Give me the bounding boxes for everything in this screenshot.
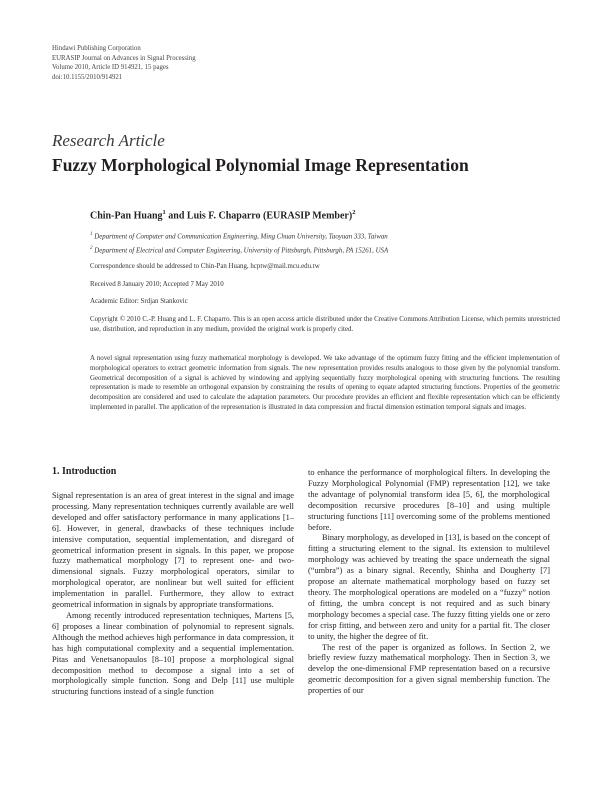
journal-name: EURASIP Journal on Advances in Signal Processing xyxy=(52,54,196,62)
right-column xyxy=(308,468,550,697)
author-list xyxy=(90,209,355,221)
copyright-notice: Copyright © 2010 C.-P. Huang and L. F. Chaparro. This is an open access article distributed under the Creative Commons Attribution License, which permits unrestricted use, distribution, and reproduction in any medium, provided the original work is properly cited. xyxy=(90,316,560,333)
body-paragraph: to enhance the performance of morphological filters. In developing the Fuzzy Morphological Polynomial (FMP) representation [12], we take the advantage of polynomial transform idea [5, 6], the morphological decomposition recursive procedures [8–10] and using multiple structuring functions [11] overcoming some of the problems mentioned before. xyxy=(308,468,550,532)
publisher-name: Hindawi Publishing Corporation xyxy=(52,45,141,52)
affiliations xyxy=(90,229,388,257)
affiliation xyxy=(90,243,388,257)
affiliation-marker: 1 xyxy=(90,232,93,237)
volume-info: Volume 2010, Article ID 914921, 15 pages xyxy=(52,64,169,72)
author-name: Luis F. Chaparro (EURASIP Member) xyxy=(186,210,353,222)
publication-info xyxy=(52,44,196,82)
affiliation-text: Department of Computer and Communication Engineering, Ming Chuan University, Taoyuan 333, Taiwan xyxy=(92,233,388,241)
left-column xyxy=(52,491,294,698)
affiliation xyxy=(90,229,388,243)
author-affiliation-marker: 1 xyxy=(162,209,166,216)
author-affiliation-marker: 2 xyxy=(352,209,356,216)
body-paragraph: Signal representation is an area of great interest in the signal and image processing. Many representation techniques currently available are well developed and offer satisfactory performance in many applications [1–6]. However, in general, drawbacks of these techniques include intensive computation, sequential implementation, and disregard of geometrical information present in signals. In this paper, we propose fuzzy mathematical morphology [7] to represent one- and two-dimensional signals. Fuzzy morphological operators, similar to morphological operator, are nonlinear but well suited for efficient implementation in parallel. Furthermore, they allow to extract geometrical information in signals by appropriate transformations. xyxy=(52,491,294,610)
abstract: A novel signal representation using fuzzy mathematical morphology is developed. We take advantage of the optimum fuzzy fitting and the efficient implementation of morphological operators to extract geometric information from signals. The new representation provides results analogous to those given by the polynomial transform. Geometrical decomposition of a signal is achieved by windowing and applying sequentially fuzzy morphological opening with structuring functions. The resulting representation is made to resemble an orthogonal expansion by constraining the results of opening to equate adapted structuring functions. Properties of the geometric decomposition are considered and used to calculate the adaptation parameters. Our procedure provides an efficient and flexible representation which can be efficiently implemented in parallel. The application of the representation is illustrated in data compression and fractal dimension estimation temporal signals and images. xyxy=(90,355,560,411)
academic-editor: Academic Editor: Srdjan Stankovic xyxy=(90,298,188,305)
author-connector: and xyxy=(165,210,187,222)
received-accepted-dates: Received 8 January 2010; Accepted 7 May 2010 xyxy=(90,281,224,288)
article-type: Research Article xyxy=(52,131,165,150)
body-paragraph: Binary morphology, as developed in [13], is based on the concept of fitting a structuring element to the signal. Its extension to multilevel morphology was achieved by treating the space underneath the signal (“umbra”) as a binary signal. Recently, Shinha and Dougherty [7] propose an alternate mathematical morphology based on fuzzy set theory. The morphological operations are modeled on a “fuzzy” notion of fitting, the umbra concept is not required and as such binary morphology becomes a special case. The fuzzy fitting yields one or zero for crisp fitting, and between zero and unity for a partial fit. The closer to unity, the higher the degree of fit. xyxy=(308,533,550,641)
doi: doi:10.1155/2010/914921 xyxy=(52,73,123,81)
author-name: Chin-Pan Huang xyxy=(90,210,163,222)
affiliation-marker: 2 xyxy=(90,245,93,251)
body-paragraph: The rest of the paper is organized as follows. In Section 2, we briefly review fuzzy mathematical morphology. Then in Section 3, we develop the one-dimensional FMP representation based on a recursive geometric decomposition for a given signal membership function. The properties of our xyxy=(308,642,550,696)
body-paragraph: Among recently introduced representation techniques, Martens [5, 6] proposes a linear combination of polynomial to represent signals. Although the method achieves high performance in data compression, it has high computational complexity and a sequential implementation. Pitas and Venetsanopaulos [8–10] propose a morphological signal decomposition method to decompose a signal into a set of morphologically simple function. Song and Delp [11] use multiple structuring functions instead of a single function xyxy=(52,610,294,697)
correspondence: Correspondence should be addressed to Chin-Pan Huang, hcptw@mail.mcu.edu.tw xyxy=(90,263,320,270)
affiliation-text: Department of Electrical and Computer Engineering, University of Pittsburgh, Pittsburgh, PA 15261, USA xyxy=(92,247,389,255)
section-heading-introduction: 1. Introduction xyxy=(52,466,117,477)
article-title: Fuzzy Morphological Polynomial Image Representation xyxy=(52,155,469,175)
